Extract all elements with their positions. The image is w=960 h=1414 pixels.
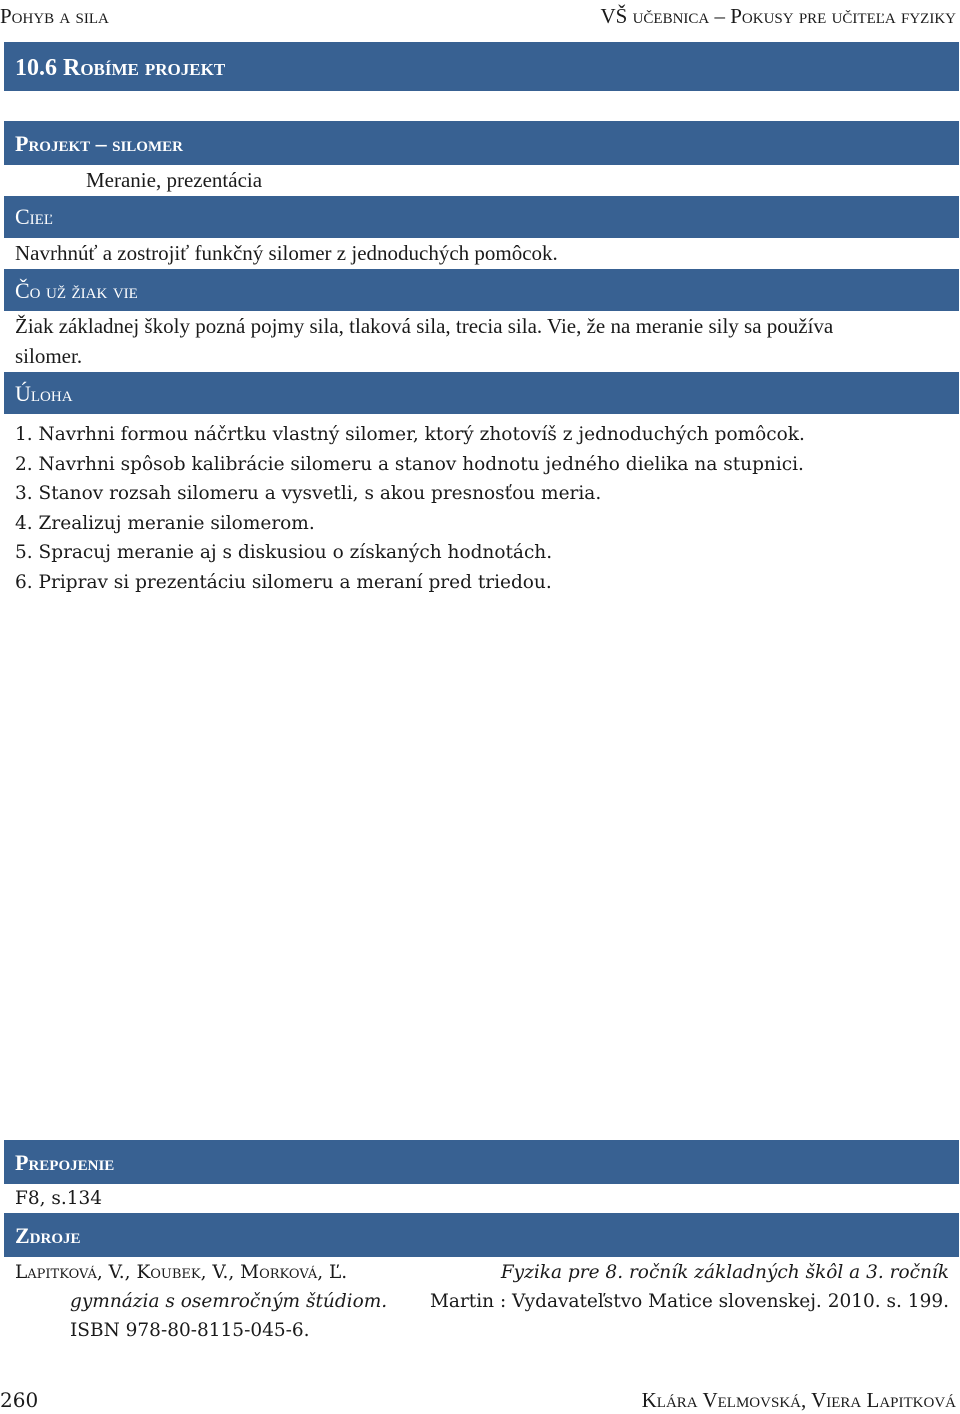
page-number: 260 [0, 1388, 39, 1412]
ciel-heading: Cieľ [15, 204, 53, 229]
prior-knowledge-heading: Čo už žiak vie [15, 278, 138, 303]
list-item: 2. Navrhni spôsob kalibrácie silomeru a stanov hodnotu jedného dielika na stupnici. [15, 453, 804, 475]
footer-authors: Klára Velmovská, Viera Lapitková [641, 1388, 956, 1412]
reference-title-part-1: Fyzika pre 8. ročník základných škôl a 3. ročník [500, 1262, 949, 1283]
task-heading-bar [4, 372, 959, 414]
reference-title-part-2: gymnázia s osemročným štúdiom. [70, 1291, 388, 1312]
connection-heading: Prepojenie [15, 1150, 115, 1175]
task-heading: Úloha [15, 381, 73, 406]
connection-text: F8, s.134 [15, 1188, 103, 1209]
reference-publisher: Martin : Vydavateľstvo Matice slovenskej. 2010. s. 199. [429, 1291, 949, 1312]
sources-heading-bar [4, 1213, 959, 1257]
reference-line-1 [15, 1264, 949, 1283]
section-title-bar [4, 42, 959, 91]
ciel-text: Navrhnúť a zostrojiť funkčný silomer z jednoduchých pomôcok. [15, 241, 558, 265]
project-heading: Projekt – silomer [15, 131, 183, 156]
project-heading-bar [4, 121, 959, 165]
prior-knowledge-heading-bar [4, 269, 959, 311]
reference-line-2 [70, 1293, 949, 1312]
reference-authors: Lapitková, V., Koubek, V., Morková, Ľ. [15, 1262, 348, 1283]
ciel-heading-bar [4, 196, 959, 238]
running-header-left: Pohyb a sila [0, 4, 109, 28]
running-header-right: VŠ učebnica – Pokusy pre učiteľa fyziky [600, 4, 956, 28]
section-title: 10.6 Robíme projekt [15, 55, 226, 81]
list-item: 1. Navrhni formou náčrtku vlastný silomer, ktorý zhotovíš z jednoduchých pomôcok. [15, 424, 805, 445]
sources-heading: Zdroje [15, 1223, 81, 1248]
prior-knowledge-line-1: Žiak základnej školy pozná pojmy sila, tlaková sila, trecia sila. Vie, že na meranie sily sa používa [15, 314, 834, 338]
list-item: 3. Stanov rozsah silomeru a vysvetli, s akou presnosťou meria. [15, 483, 602, 504]
list-item: 6. Priprav si prezentáciu silomeru a meraní pred triedou. [15, 571, 552, 593]
project-subtitle: Meranie, prezentácia [86, 168, 263, 192]
list-item: 4. Zrealizuj meranie silomerom. [15, 512, 315, 534]
list-item: 5. Spracuj meranie aj s diskusiou o získaných hodnotách. [15, 542, 553, 563]
connection-heading-bar [4, 1140, 959, 1184]
reference-isbn: ISBN 978-80-8115-045-6. [70, 1320, 310, 1341]
prior-knowledge-line-2: silomer. [15, 344, 83, 368]
